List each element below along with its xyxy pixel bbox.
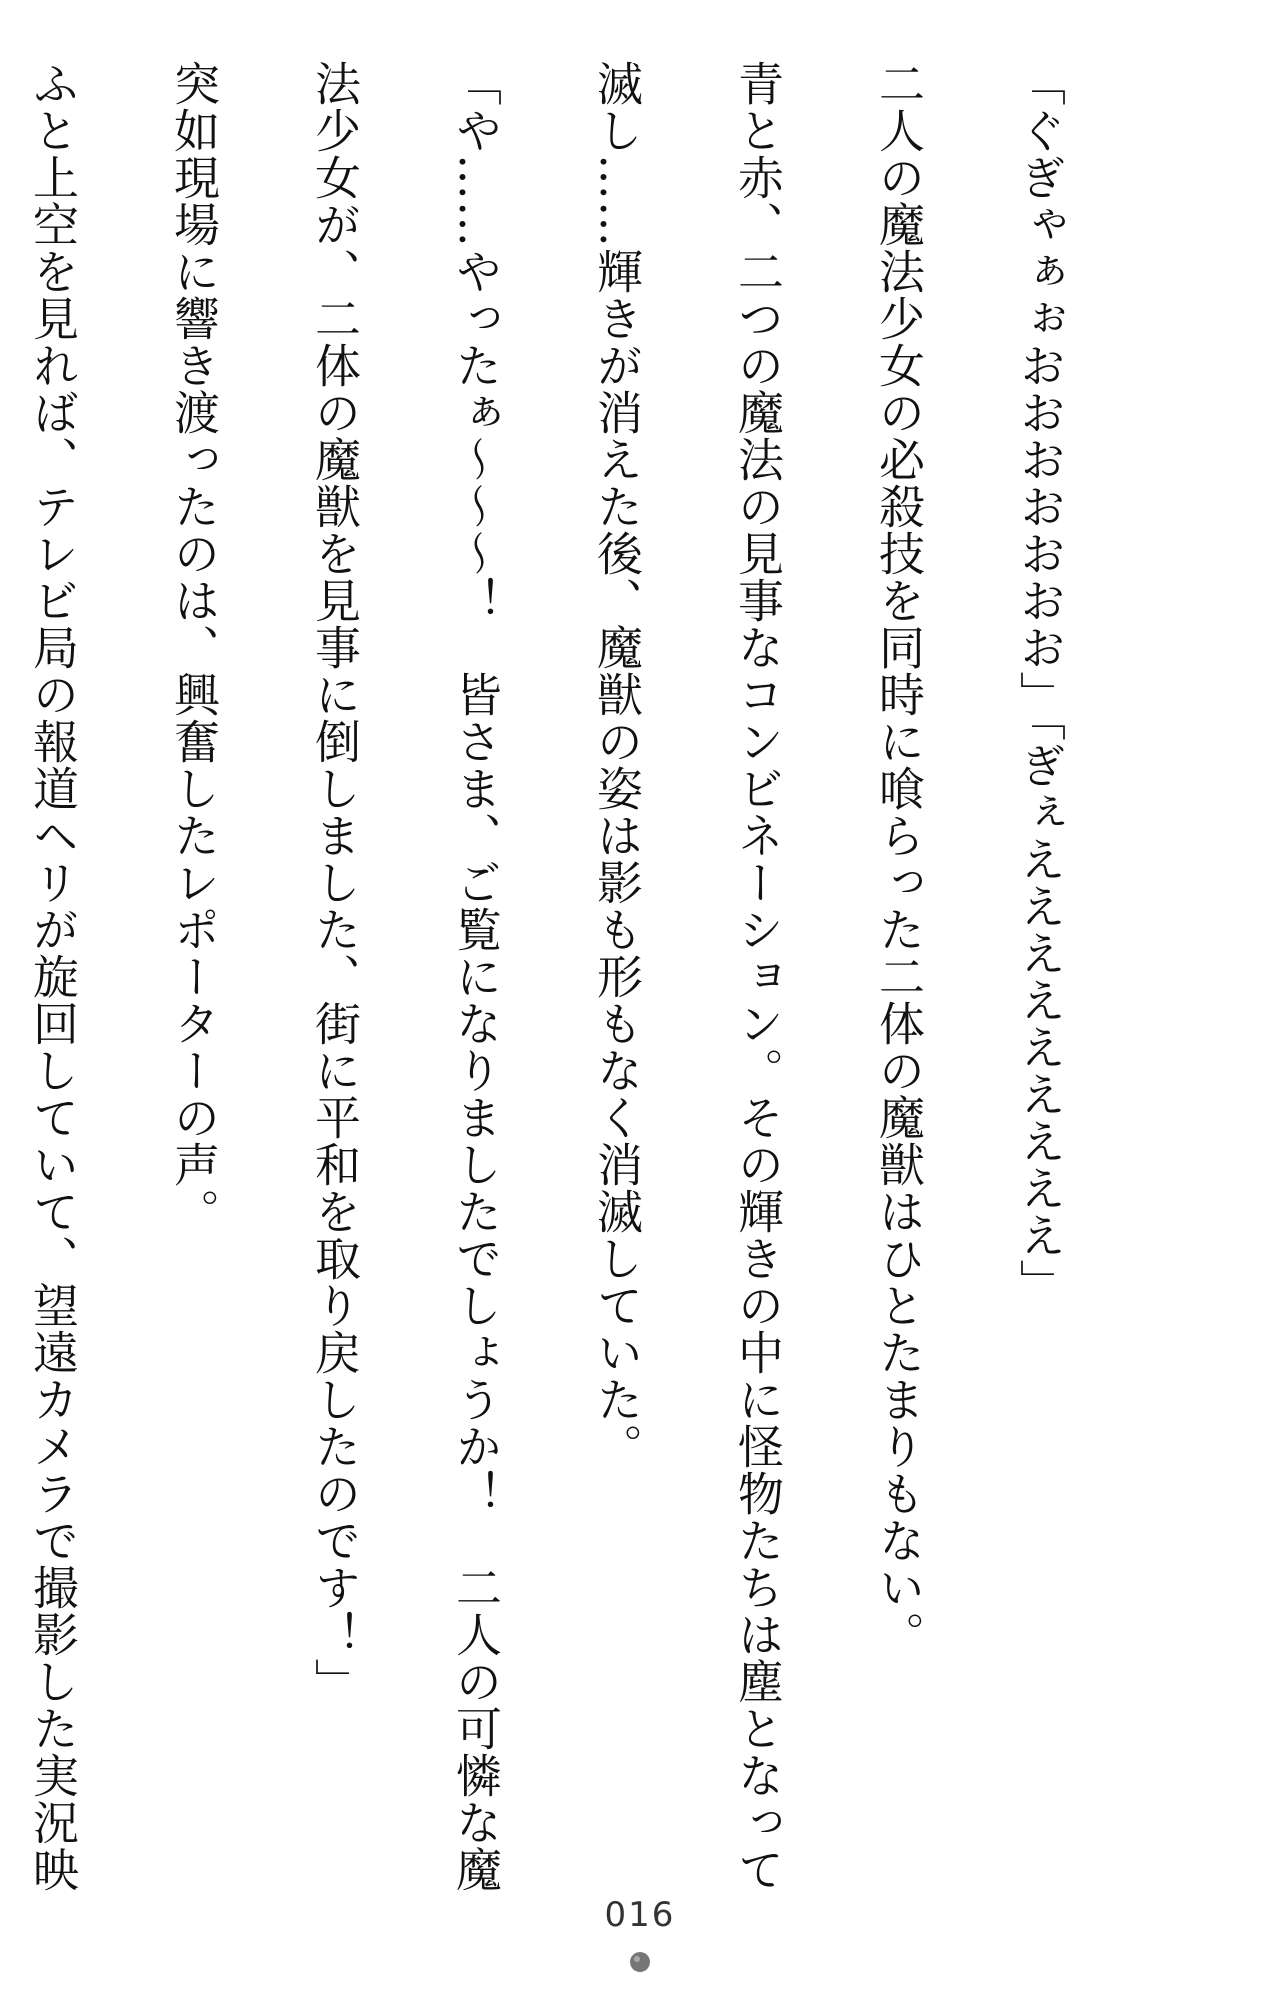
text-line: ふと上空を見れば、テレビ局の報道ヘリが旋回していて、望遠カメラで撮影した実況映	[26, 60, 80, 1893]
text-line: 「ぐぎゃぁぉおおおおおおお」「ぎぇえええええええええ」	[1013, 60, 1067, 1306]
body-text	[0, 60, 1110, 1893]
text-line: 「や……やったぁ～～～！ 皆さま、ご覧になりましたでしょうか！ 二人の可憐な魔	[449, 60, 503, 1893]
text-line: 青と赤、二つの魔法の見事なコンビネーション。その輝きの中に怪物たちは塵となって	[731, 60, 785, 1893]
page-ornament-icon	[628, 1950, 652, 1974]
text-line: 法少女が、二体の魔獣を見事に倒しました、街に平和を取り戻したのです！」	[308, 60, 362, 1705]
page-number: 016	[604, 1895, 676, 1935]
text-line: 滅し……輝きが消えた後、魔獣の姿は影も形もなく消滅していた。	[590, 60, 644, 1470]
text-line: 突如現場に響き渡ったのは、興奮したレポーターの声。	[167, 60, 221, 1235]
text-line: 二人の魔法少女の必殺技を同時に喰らった二体の魔獣はひとたまりもない。	[872, 60, 926, 1658]
